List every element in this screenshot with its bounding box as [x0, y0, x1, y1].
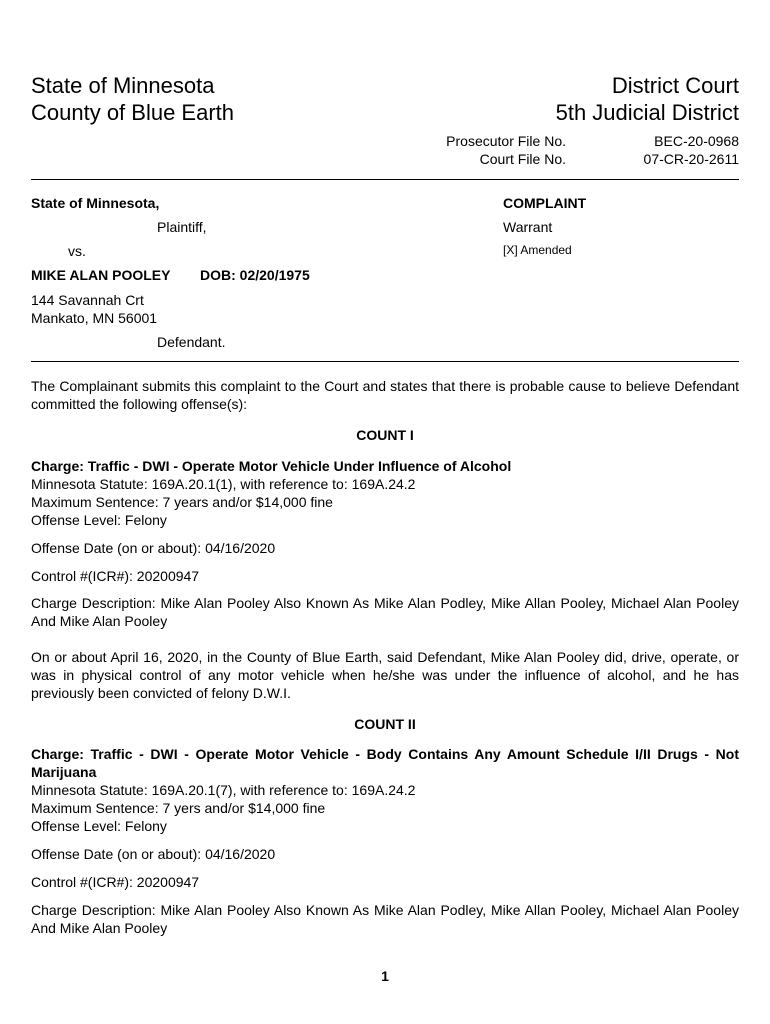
plaintiff-name: State of Minnesota,	[31, 195, 160, 211]
document-type: COMPLAINT	[503, 195, 587, 211]
header-divider	[31, 179, 739, 180]
count-2-charge-description: Charge Description: Mike Alan Pooley Also Known As Mike Alan Podley, Mike Allan Pooley, Michael Alan Pooley And Mike Alan Pooley	[31, 902, 739, 936]
count-1-sentence: Maximum Sentence: 7 years and/or $14,000 fine	[31, 494, 333, 510]
count-2-statute: Minnesota Statute: 169A.20.1(7), with reference to: 169A.24.2	[31, 782, 416, 798]
court-file-label: Court File No.	[479, 151, 566, 167]
defendant-dob: DOB: 02/20/1975	[200, 267, 310, 283]
plaintiff-label: Plaintiff,	[157, 219, 207, 235]
state-name: State of Minnesota	[31, 73, 215, 98]
count-2-sentence: Maximum Sentence: 7 yers and/or $14,000 fine	[31, 800, 326, 816]
count-1-control-number: Control #(ICR#): 20200947	[31, 568, 200, 584]
defendant-name: MIKE ALAN POOLEY	[31, 267, 171, 283]
count-2-offense-level: Offense Level: Felony	[31, 818, 167, 834]
count-1-narrative: On or about April 16, 2020, in the County of Blue Earth, said Defendant, Mike Alan Pooley did, drive, operate, or was in physical control of any motor vehicle when he/she was under the influence of alcohol, and he has previously been convicted of felony D.W.I.	[31, 649, 739, 701]
count-2-heading: COUNT II	[354, 716, 416, 732]
count-2-control-number: Control #(ICR#): 20200947	[31, 874, 200, 890]
count-2-details	[31, 745, 739, 835]
court-name: District Court	[611, 73, 739, 98]
count-1-offense-date: Offense Date (on or about): 04/16/2020	[31, 540, 276, 556]
count-2-charge: Charge: Traffic - DWI - Operate Motor Vehicle - Body Contains Any Amount Schedule I/II Drugs - Not Marijuana	[31, 746, 739, 780]
prosecutor-file-value: BEC-20-0968	[654, 133, 739, 149]
judicial-district: 5th Judicial District	[555, 100, 739, 125]
count-1-offense-level: Offense Level: Felony	[31, 512, 167, 528]
count-1-statute: Minnesota Statute: 169A.20.1(1), with reference to: 169A.24.2	[31, 476, 416, 492]
defendant-address-line1: 144 Savannah Crt	[31, 292, 144, 308]
county-name: County of Blue Earth	[31, 100, 235, 125]
intro-paragraph: The Complainant submits this complaint to the Court and states that there is probable cause to believe Defendant committed the following offense(s):	[31, 378, 739, 412]
prosecutor-file-label: Prosecutor File No.	[446, 133, 566, 149]
versus-label: vs.	[68, 243, 86, 259]
defendant-address-line2: Mankato, MN 56001	[31, 310, 158, 326]
count-2-offense-date: Offense Date (on or about): 04/16/2020	[31, 846, 276, 862]
count-1-heading: COUNT I	[356, 427, 414, 443]
defendant-label: Defendant.	[157, 334, 226, 350]
count-1-charge: Charge: Traffic - DWI - Operate Motor Vehicle Under Influence of Alcohol	[31, 458, 512, 474]
warrant-label: Warrant	[503, 219, 553, 235]
court-file-value: 07-CR-20-2611	[643, 151, 739, 167]
count-1-charge-description: Charge Description: Mike Alan Pooley Also Known As Mike Alan Podley, Mike Allan Pooley, Michael Alan Pooley And Mike Alan Pooley	[31, 595, 739, 629]
count-1-details	[31, 457, 739, 529]
amended-checkbox: [X] Amended	[503, 243, 572, 257]
page-number: 1	[381, 968, 389, 984]
caption-divider	[31, 361, 739, 362]
